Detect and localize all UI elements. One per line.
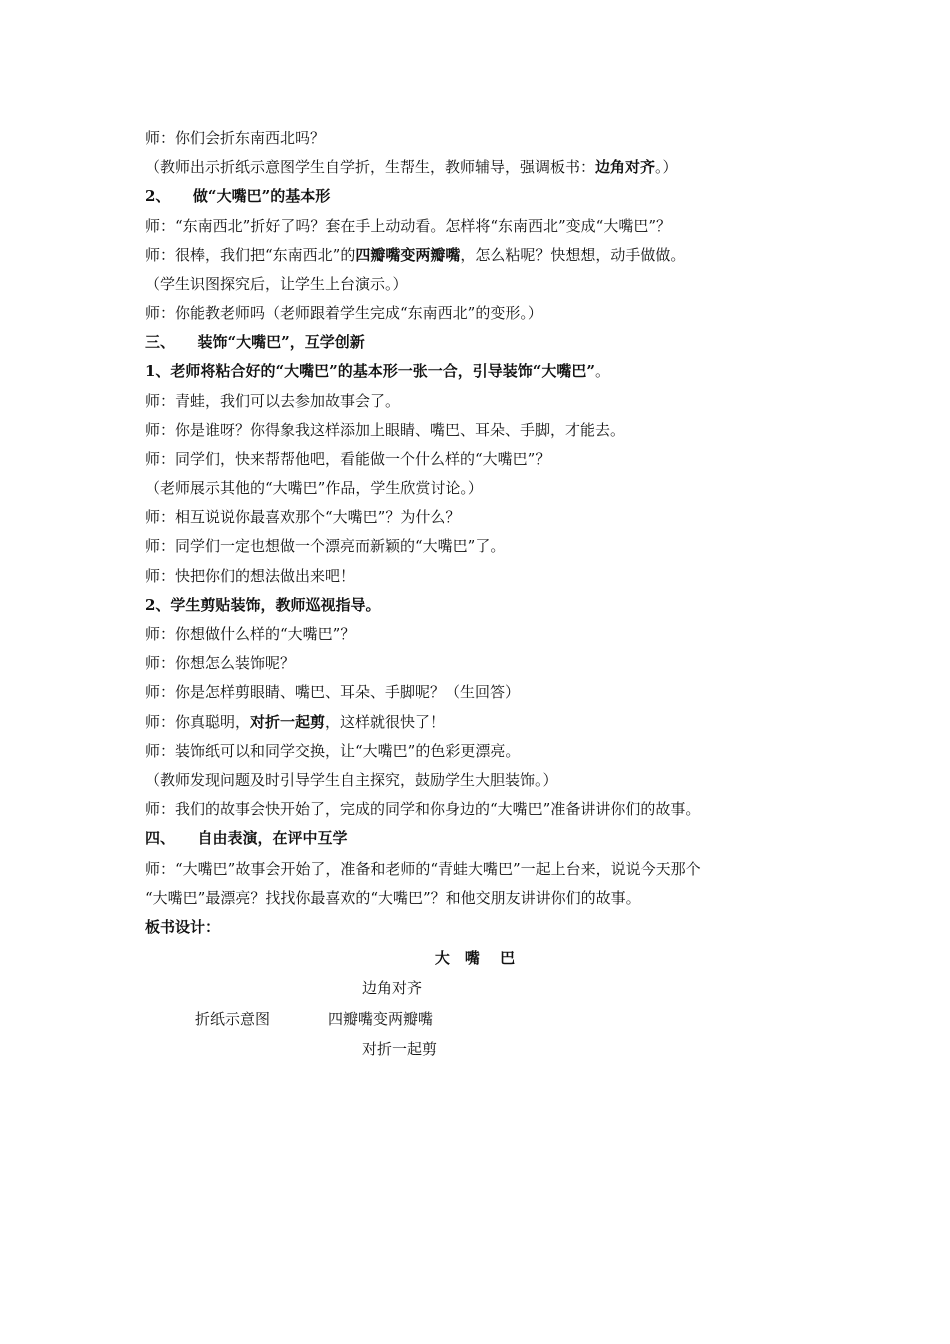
text-line (145, 741, 910, 761)
text-segment: （教师发现问题及时引导学生自主探究，鼓励学生大胆装饰。） (145, 771, 558, 789)
text-segment: 师：同学们，快来帮帮他吧，看能做一个什么样的“大嘴巴”？ (145, 450, 551, 468)
text-segment: 师：你是谁呀？你得象我这样添加上眼睛、嘴巴、耳朵、手脚，才能去。 (145, 421, 626, 439)
text-segment: 师：你想怎么装饰呢？ (145, 654, 296, 672)
bold-text-segment: 2、 做“大嘴巴”的基本形 (145, 187, 331, 205)
text-line (145, 216, 910, 236)
text-segment: 师：很棒，我们把“东南西北”的 (145, 246, 356, 264)
text-line (145, 859, 910, 879)
bold-text-segment: 1、老师将粘合好的“大嘴巴”的基本形一张一合，引导装饰“大嘴巴” (145, 362, 595, 380)
text-line (145, 186, 910, 206)
bold-text-segment: 2、学生剪贴装饰，教师巡视指导。 (145, 596, 381, 614)
text-line (145, 157, 910, 177)
board-item: 边角对齐 (362, 979, 423, 997)
text-segment: “大嘴巴”最漂亮？找找你最喜欢的“大嘴巴”？和他交朋友讲讲你们的故事。 (145, 889, 641, 907)
board-title: 大 嘴 巴 (434, 949, 516, 967)
text-segment: 师：“大嘴巴”故事会开始了，准备和老师的“青蛙大嘴巴”一起上台来，说说今天那个 (145, 860, 701, 878)
text-segment: 师：你想做什么样的“大嘴巴”？ (145, 625, 356, 643)
text-line (145, 245, 910, 265)
text-segment: 师：快把你们的想法做出来吧！ (145, 567, 356, 585)
text-segment: （教师出示折纸示意图学生自学折，生帮生，教师辅导，强调板书： (145, 158, 596, 176)
text-line (145, 449, 910, 469)
text-line (145, 303, 910, 323)
text-segment: 师：青蛙，我们可以去参加故事会了。 (145, 392, 401, 410)
bold-text-segment: 四、 自由表演，在评中互学 (145, 829, 348, 847)
text-line (145, 828, 910, 848)
bold-text-segment: 板书设计： (145, 918, 221, 936)
board-item: 四瓣嘴变两瓣嘴 (328, 1010, 434, 1028)
text-line (145, 128, 910, 148)
text-line (145, 274, 910, 294)
text-segment: ，这样就很快了！ (325, 713, 446, 731)
text-segment: 师：我们的故事会快开始了，完成的同学和你身边的“大嘴巴”准备讲讲你们的故事。 (145, 800, 701, 818)
board-left-label: 折纸示意图 (195, 1010, 271, 1028)
text-segment: （老师展示其他的“大嘴巴”作品，学生欣赏讨论。） (145, 479, 483, 497)
text-line (145, 332, 910, 352)
text-segment: 。 (594, 362, 610, 380)
text-segment: 师：“东南西北”折好了吗？套在手上动动看。怎样将“东南西北”变成“大嘴巴”？ (145, 217, 672, 235)
bold-text-segment: 边角对齐 (595, 158, 656, 176)
text-line (145, 361, 910, 381)
bold-text-segment: 四瓣嘴变两瓣嘴 (355, 246, 461, 264)
text-segment: （学生识图探究后，让学生上台演示。） (145, 275, 408, 293)
text-line (145, 712, 910, 732)
bold-text-segment: 对折一起剪 (250, 713, 326, 731)
text-line (145, 917, 910, 937)
text-line (145, 888, 910, 908)
text-segment: 。） (655, 158, 678, 176)
text-segment: 师：你们会折东南西北吗？ (145, 129, 326, 147)
text-segment: ，怎么粘呢？快想想，动手做做。 (460, 246, 686, 264)
text-segment: 师：你能教老师吗（老师跟着学生完成“东南西北”的变形。） (145, 304, 543, 322)
text-line (145, 682, 910, 702)
text-line (145, 595, 910, 615)
text-segment: 师：同学们一定也想做一个漂亮而新颖的“大嘴巴”了。 (145, 537, 506, 555)
text-segment: 师：你真聪明， (145, 713, 251, 731)
bold-text-segment: 三、 装饰“大嘴巴”，互学创新 (145, 333, 365, 351)
text-segment: 师：相互说说你最喜欢那个“大嘴巴”？为什么？ (145, 508, 461, 526)
board-item: 对折一起剪 (362, 1040, 438, 1058)
text-line (145, 624, 910, 644)
text-line (145, 653, 910, 673)
text-line (145, 799, 910, 819)
text-line (145, 478, 910, 498)
text-line (145, 507, 910, 527)
text-line (145, 391, 910, 411)
text-segment: 师：装饰纸可以和同学交换，让“大嘴巴”的色彩更漂亮。 (145, 742, 521, 760)
text-line (145, 566, 910, 586)
text-line (145, 770, 910, 790)
text-segment: 师：你是怎样剪眼睛、嘴巴、耳朵、手脚呢？（生回答） (145, 683, 521, 701)
text-line (145, 536, 910, 556)
text-line (145, 420, 910, 440)
